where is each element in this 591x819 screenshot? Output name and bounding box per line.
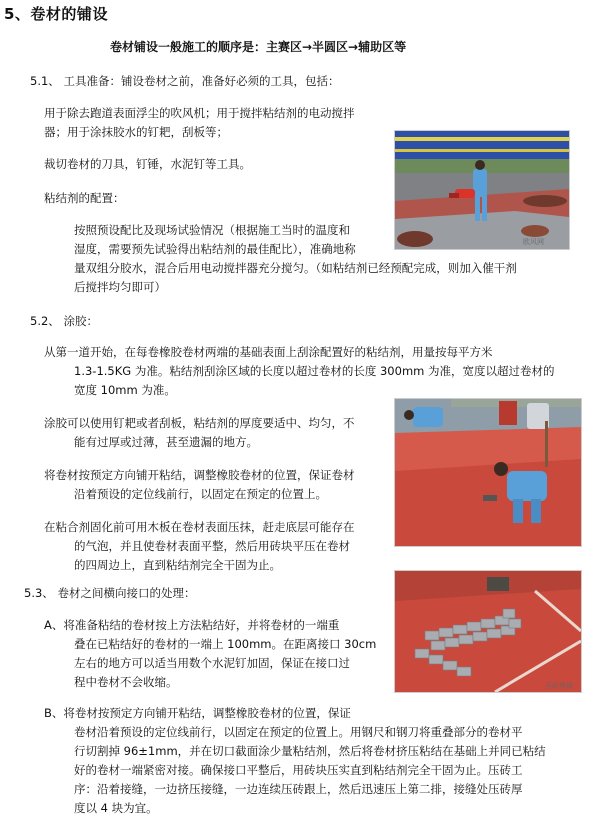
- tools-paragraph-line1: 用于除去跑道表面浮尘的吹风机；用于搅拌粘结剂的电动搅拌: [44, 106, 355, 120]
- lay-paragraph-line2: 沿着预设的定位线前行，以固定在预定的位置上。: [74, 487, 327, 501]
- section-5-1-title: 5.1、 工具准备：铺设卷材之前，准备好必须的工具，包括：: [30, 74, 340, 88]
- construction-order-subheading: 卷材铺设一般施工的顺序是：主赛区→半圆区→辅助区等: [110, 40, 407, 54]
- joint-a-line2: 叠在已粘结好的卷材的一端上 100mm。在距离接口 30cm: [74, 637, 377, 651]
- adhesive-config-label: 粘结剂的配置：: [44, 191, 125, 205]
- photo-brick-pressing: [394, 570, 582, 693]
- joint-b-line4: 好的卷材一端紧密对接。确保接口平整后，用砖块压实直到粘结剂完全干固为止。压砖工: [74, 763, 523, 777]
- glue-paragraph-line3: 宽度 10mm 为准。: [74, 383, 176, 397]
- adhesive-paragraph-line1: 按照预设配比及现场试验情况（根据施工当时的温度和: [74, 223, 350, 237]
- rake-paragraph-line2: 能有过厚或过薄，甚至遗漏的地方。: [74, 435, 258, 449]
- watermark-2: 压砖黑城: [545, 682, 573, 690]
- photo-glue-spreading-image: [395, 399, 581, 546]
- section-heading: 5、卷材的铺设: [4, 5, 108, 23]
- joint-a-line4: 程中卷材不会收缩。: [74, 675, 178, 689]
- section-5-3-title: 5.3、 卷材之间横向接口的处理：: [24, 586, 196, 600]
- joint-b-line6: 度以 4 块为宜。: [74, 801, 158, 815]
- section-5-2-title: 5.2、 涂胶：: [30, 314, 98, 328]
- press-paragraph-line3: 的四周边上，直到粘结剂完全干固为止。: [74, 558, 281, 572]
- adhesive-paragraph-line3: 量双组分胶水，混合后用电动搅拌器充分搅匀。（如粘结剂已经预配完成，则加入催干剂: [74, 261, 517, 275]
- joint-a-line1: A、将准备粘结的卷材按上方法粘结好，并将卷材的一端重: [44, 618, 340, 632]
- rake-paragraph-line1: 涂胶可以使用钉耙或者刮板，粘结剂的厚度要适中、均匀，不: [44, 416, 355, 430]
- watermark-1: 欧风网: [523, 238, 544, 246]
- press-paragraph-line2: 的气泡，并且使卷材表面平整，然后用砖块平压在卷材: [74, 539, 350, 553]
- joint-b-line2: 卷材沿着预设的定位线前行，以固定在预定的位置上。用钢尺和钢刀将重叠部分的卷材平: [74, 725, 523, 739]
- glue-paragraph-line1: 从第一道开始，在每卷橡胶卷材两端的基础表面上刮涂配置好的粘结剂，用量按每平方米: [44, 345, 493, 359]
- glue-paragraph-line2: 1.3-1.5KG 为准。粘结剂刮涂区域的长度以超过卷材的长度 300mm 为准，宽度以超过卷材的: [74, 364, 555, 378]
- joint-b-line1: B、将卷材按预定方向铺开粘结，调整橡胶卷材的位置，保证: [44, 706, 351, 720]
- tools-paragraph-line2: 器；用于涂抹胶水的钉耙，刮板等；: [44, 125, 228, 139]
- photo-blower-worker: [394, 130, 570, 250]
- photo-glue-spreading: [394, 398, 582, 547]
- photo-blower-worker-image: [395, 131, 569, 249]
- lay-paragraph-line1: 将卷材按预定方向铺开粘结，调整橡胶卷材的位置，保证卷材: [44, 468, 355, 482]
- press-paragraph-line1: 在粘合剂固化前可用木板在卷材表面压抹，赶走底层可能存在: [44, 520, 355, 534]
- joint-a-line3: 左右的地方可以适当用数个水泥钉加固，保证在接口过: [74, 656, 350, 670]
- joint-b-line5: 序：沿着接缝，一边挤压接缝，一边连续压砖跟上，然后迅速压上第二排，接缝处压砖厚: [74, 782, 523, 796]
- photo-brick-pressing-image: [395, 571, 581, 692]
- adhesive-paragraph-line4: 后搅拌均匀即可）: [74, 280, 166, 294]
- cutting-tools-paragraph: 裁切卷材的刀具，钉锤，水泥钉等工具。: [44, 157, 251, 171]
- joint-b-line3: 行切割掉 96±1mm，并在切口截面涂少量粘结剂，然后将卷材挤压粘结在基础上并同已粘结: [74, 744, 546, 758]
- adhesive-paragraph-line2: 湿度，需要预先试验得出粘结剂的最佳配比），准确地称: [74, 242, 356, 256]
